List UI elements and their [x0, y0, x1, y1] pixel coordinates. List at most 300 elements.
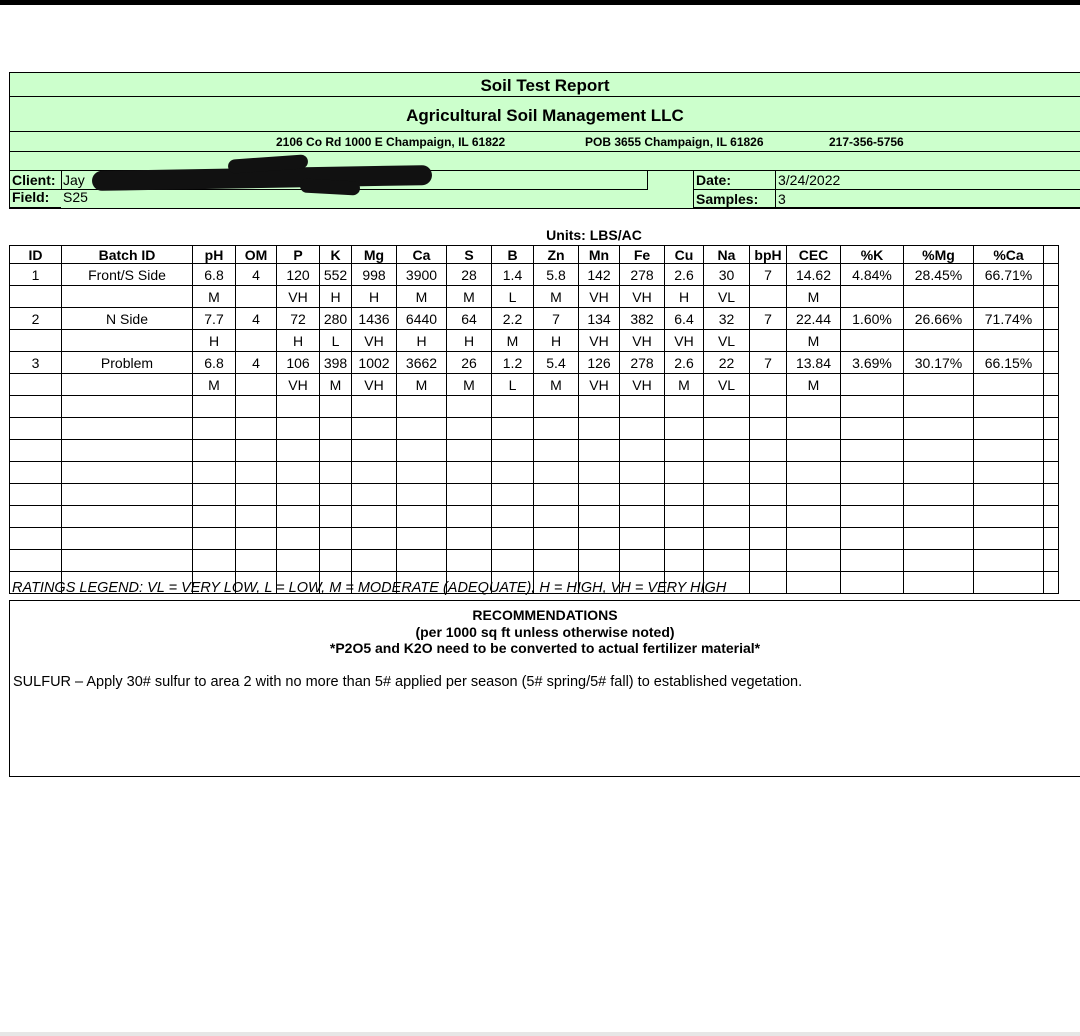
sulfur-recommendation: SULFUR – Apply 30# sulfur to area 2 with no more than 5# applied per season (5# spring/5# fall) to established vegetation.: [13, 674, 803, 690]
empty-cell: [447, 528, 492, 550]
empty-cell: [236, 418, 277, 440]
empty-cell: [841, 484, 904, 506]
empty-cell: [492, 440, 534, 462]
empty-cell: [10, 440, 62, 462]
table-cell: 278: [620, 264, 665, 286]
table-cell: 552: [320, 264, 352, 286]
table-cell: [974, 374, 1044, 396]
empty-cell: [62, 528, 193, 550]
table-cell: H: [397, 330, 447, 352]
empty-cell: [704, 528, 750, 550]
empty-cell: [974, 572, 1044, 594]
table-cell: 4: [236, 264, 277, 286]
empty-cell: [1044, 396, 1059, 418]
recommendations-note: *P2O5 and K2O need to be converted to actual fertilizer material*: [329, 640, 761, 656]
empty-cell: [447, 418, 492, 440]
table-cell: H: [352, 286, 397, 308]
recommendations-title: RECOMMENDATIONS: [472, 607, 618, 623]
empty-cell: [193, 528, 236, 550]
spacer-band: [9, 151, 1080, 171]
empty-cell: [904, 572, 974, 594]
table-cell: 280: [320, 308, 352, 330]
table-cell: H: [534, 330, 579, 352]
empty-cell: [62, 418, 193, 440]
empty-cell: [236, 484, 277, 506]
table-cell: 142: [579, 264, 620, 286]
table-cell: 1.4: [492, 264, 534, 286]
table-cell: VL: [704, 286, 750, 308]
table-cell: VH: [579, 286, 620, 308]
table-cell: 64: [447, 308, 492, 330]
column-header: Fe: [620, 246, 665, 264]
empty-cell: [704, 440, 750, 462]
empty-cell: [492, 484, 534, 506]
empty-cell: [277, 396, 320, 418]
empty-cell: [277, 462, 320, 484]
table-cell: 3.69%: [841, 352, 904, 374]
empty-cell: [974, 550, 1044, 572]
column-header: %Ca: [974, 246, 1044, 264]
empty-cell: [397, 484, 447, 506]
empty-cell: [447, 484, 492, 506]
table-cell: VH: [277, 286, 320, 308]
empty-cell: [320, 506, 352, 528]
empty-cell: [397, 506, 447, 528]
table-cell: 126: [579, 352, 620, 374]
table-cell: H: [193, 330, 236, 352]
date-label: Date:: [696, 172, 732, 188]
table-cell: VH: [579, 374, 620, 396]
empty-cell: [904, 440, 974, 462]
table-row: [10, 308, 1059, 330]
empty-cell: [787, 396, 841, 418]
empty-cell: [320, 462, 352, 484]
table-cell: 120: [277, 264, 320, 286]
empty-cell: [974, 528, 1044, 550]
empty-cell: [620, 418, 665, 440]
empty-cell: [704, 418, 750, 440]
table-cell: VH: [352, 330, 397, 352]
column-header: pH: [193, 246, 236, 264]
table-cell: [1044, 374, 1059, 396]
empty-cell: [1044, 528, 1059, 550]
table-cell: 3662: [397, 352, 447, 374]
table-cell: [236, 286, 277, 308]
report-title-band: [9, 72, 1080, 97]
empty-cell: [236, 440, 277, 462]
empty-cell: [904, 528, 974, 550]
table-cell: 2.6: [665, 352, 704, 374]
table-cell: 4: [236, 308, 277, 330]
empty-cell: [397, 550, 447, 572]
empty-cell: [750, 528, 787, 550]
empty-cell: [579, 506, 620, 528]
empty-cell: [10, 506, 62, 528]
empty-cell: [841, 550, 904, 572]
empty-cell: [352, 528, 397, 550]
phone-number: 217-356-5756: [829, 135, 904, 149]
empty-cell: [10, 528, 62, 550]
table-cell: M: [193, 374, 236, 396]
table-cell: 7: [750, 264, 787, 286]
empty-cell: [492, 396, 534, 418]
empty-cell: [904, 550, 974, 572]
table-cell: M: [787, 286, 841, 308]
empty-cell: [320, 418, 352, 440]
empty-cell: [534, 418, 579, 440]
empty-cell: [787, 528, 841, 550]
empty-cell: [62, 550, 193, 572]
empty-cell: [750, 418, 787, 440]
table-cell: 3: [10, 352, 62, 374]
empty-cell: [787, 484, 841, 506]
table-cell: 5.4: [534, 352, 579, 374]
table-cell: M: [397, 286, 447, 308]
table-cell: [10, 374, 62, 396]
empty-cell: [704, 396, 750, 418]
empty-cell: [352, 440, 397, 462]
empty-cell: [620, 528, 665, 550]
client-label: Client:: [12, 172, 56, 188]
empty-cell: [665, 550, 704, 572]
table-cell: 22: [704, 352, 750, 374]
table-cell: 66.71%: [974, 264, 1044, 286]
units-label: Units: LBS/AC: [546, 227, 642, 243]
empty-cell: [534, 506, 579, 528]
column-header: ID: [10, 246, 62, 264]
table-cell: [62, 330, 193, 352]
empty-cell: [665, 528, 704, 550]
company-name: Agricultural Soil Management LLC: [406, 106, 684, 125]
table-cell: 2.2: [492, 308, 534, 330]
empty-cell: [193, 462, 236, 484]
empty-cell: [974, 396, 1044, 418]
empty-cell: [236, 396, 277, 418]
table-cell: M: [193, 286, 236, 308]
table-cell: 382: [620, 308, 665, 330]
table-cell: [904, 286, 974, 308]
empty-cell: [193, 550, 236, 572]
table-cell: 2: [10, 308, 62, 330]
table-cell: VH: [352, 374, 397, 396]
empty-cell: [397, 418, 447, 440]
table-cell: 72: [277, 308, 320, 330]
column-header: B: [492, 246, 534, 264]
table-cell: M: [320, 374, 352, 396]
table-cell: H: [665, 286, 704, 308]
table-row: [10, 374, 1059, 396]
table-cell: 6.4: [665, 308, 704, 330]
empty-cell: [10, 462, 62, 484]
table-cell: [974, 330, 1044, 352]
table-cell: [750, 330, 787, 352]
table-cell: 1.60%: [841, 308, 904, 330]
table-cell: VL: [704, 374, 750, 396]
empty-cell: [277, 506, 320, 528]
empty-row: [10, 440, 1059, 462]
empty-cell: [236, 528, 277, 550]
empty-cell: [904, 484, 974, 506]
empty-cell: [620, 396, 665, 418]
empty-cell: [787, 440, 841, 462]
empty-cell: [447, 462, 492, 484]
empty-cell: [787, 550, 841, 572]
empty-cell: [750, 396, 787, 418]
empty-cell: [10, 396, 62, 418]
empty-row: [10, 506, 1059, 528]
empty-cell: [447, 550, 492, 572]
table-cell: VH: [665, 330, 704, 352]
empty-cell: [492, 550, 534, 572]
table-cell: Problem: [62, 352, 193, 374]
table-cell: M: [447, 286, 492, 308]
empty-cell: [665, 484, 704, 506]
empty-cell: [236, 506, 277, 528]
empty-cell: [447, 506, 492, 528]
empty-cell: [193, 506, 236, 528]
table-cell: M: [534, 374, 579, 396]
empty-cell: [534, 440, 579, 462]
empty-cell: [352, 550, 397, 572]
empty-row: [10, 418, 1059, 440]
table-cell: 398: [320, 352, 352, 374]
empty-cell: [236, 462, 277, 484]
table-cell: H: [447, 330, 492, 352]
empty-cell: [620, 484, 665, 506]
table-cell: 2.6: [665, 264, 704, 286]
empty-cell: [193, 418, 236, 440]
table-cell: 4.84%: [841, 264, 904, 286]
empty-cell: [62, 440, 193, 462]
column-header: Ca: [397, 246, 447, 264]
table-cell: [1044, 330, 1059, 352]
column-header: Zn: [534, 246, 579, 264]
empty-cell: [904, 506, 974, 528]
table-cell: 1436: [352, 308, 397, 330]
empty-cell: [62, 484, 193, 506]
column-header: Cu: [665, 246, 704, 264]
empty-cell: [841, 572, 904, 594]
column-header: OM: [236, 246, 277, 264]
empty-cell: [974, 462, 1044, 484]
table-cell: 26: [447, 352, 492, 374]
table-cell: VH: [579, 330, 620, 352]
empty-row: [10, 550, 1059, 572]
table-cell: [62, 286, 193, 308]
ratings-legend: RATINGS LEGEND: VL = VERY LOW, L = LOW, M = MODERATE (ADEQUATE), H = HIGH, VH = VERY HIGH: [12, 580, 727, 596]
table-cell: 14.62: [787, 264, 841, 286]
empty-cell: [320, 396, 352, 418]
empty-cell: [492, 462, 534, 484]
empty-cell: [10, 418, 62, 440]
address-pobox: POB 3655 Champaign, IL 61826: [585, 135, 764, 149]
empty-cell: [841, 462, 904, 484]
empty-cell: [974, 484, 1044, 506]
empty-cell: [665, 440, 704, 462]
empty-cell: [397, 440, 447, 462]
empty-cell: [62, 462, 193, 484]
table-cell: VH: [277, 374, 320, 396]
empty-cell: [277, 440, 320, 462]
empty-cell: [750, 550, 787, 572]
column-header: bpH: [750, 246, 787, 264]
table-cell: 71.74%: [974, 308, 1044, 330]
empty-cell: [193, 484, 236, 506]
column-header: P: [277, 246, 320, 264]
empty-cell: [1044, 484, 1059, 506]
company-band: [9, 96, 1080, 132]
table-cell: 7: [534, 308, 579, 330]
samples-label: Samples:: [696, 191, 759, 207]
empty-cell: [1044, 440, 1059, 462]
empty-row: [10, 528, 1059, 550]
empty-cell: [579, 550, 620, 572]
empty-cell: [492, 506, 534, 528]
table-cell: 134: [579, 308, 620, 330]
table-cell: H: [320, 286, 352, 308]
table-cell: Front/S Side: [62, 264, 193, 286]
empty-cell: [62, 396, 193, 418]
table-row: [10, 352, 1059, 374]
table-cell: [10, 286, 62, 308]
column-header: S: [447, 246, 492, 264]
table-cell: 1002: [352, 352, 397, 374]
empty-cell: [352, 506, 397, 528]
empty-cell: [787, 572, 841, 594]
empty-cell: [277, 484, 320, 506]
empty-cell: [665, 418, 704, 440]
empty-cell: [841, 440, 904, 462]
empty-cell: [841, 418, 904, 440]
empty-cell: [704, 550, 750, 572]
table-cell: 26.66%: [904, 308, 974, 330]
table-header-row: [10, 246, 1059, 264]
empty-cell: [579, 462, 620, 484]
empty-cell: [534, 484, 579, 506]
empty-cell: [397, 528, 447, 550]
empty-cell: [750, 506, 787, 528]
empty-cell: [1044, 506, 1059, 528]
empty-cell: [1044, 418, 1059, 440]
empty-cell: [620, 440, 665, 462]
table-cell: 30: [704, 264, 750, 286]
empty-cell: [841, 528, 904, 550]
empty-cell: [579, 440, 620, 462]
column-header: K: [320, 246, 352, 264]
empty-cell: [750, 484, 787, 506]
table-cell: M: [447, 374, 492, 396]
table-cell: H: [277, 330, 320, 352]
empty-cell: [352, 418, 397, 440]
table-cell: [1044, 308, 1059, 330]
empty-cell: [787, 506, 841, 528]
empty-cell: [534, 462, 579, 484]
table-cell: [841, 374, 904, 396]
table-cell: M: [787, 330, 841, 352]
table-cell: 6.8: [193, 264, 236, 286]
empty-row: [10, 396, 1059, 418]
address-street: 2106 Co Rd 1000 E Champaign, IL 61822: [276, 135, 506, 149]
empty-cell: [320, 528, 352, 550]
table-cell: 7: [750, 352, 787, 374]
table-cell: L: [320, 330, 352, 352]
empty-cell: [974, 440, 1044, 462]
table-cell: [10, 330, 62, 352]
empty-cell: [974, 506, 1044, 528]
empty-cell: [841, 396, 904, 418]
empty-cell: [193, 440, 236, 462]
table-cell: 106: [277, 352, 320, 374]
empty-cell: [352, 484, 397, 506]
empty-cell: [193, 396, 236, 418]
empty-cell: [620, 550, 665, 572]
empty-cell: [579, 418, 620, 440]
empty-cell: [841, 506, 904, 528]
table-cell: M: [787, 374, 841, 396]
empty-cell: [397, 396, 447, 418]
address-band: [9, 131, 1080, 152]
table-cell: 998: [352, 264, 397, 286]
empty-cell: [534, 396, 579, 418]
bottom-border: [0, 1032, 1080, 1036]
empty-cell: [62, 506, 193, 528]
empty-cell: [352, 462, 397, 484]
empty-cell: [10, 484, 62, 506]
table-cell: [904, 374, 974, 396]
empty-cell: [320, 440, 352, 462]
empty-cell: [665, 462, 704, 484]
column-header: CEC: [787, 246, 841, 264]
empty-cell: [579, 528, 620, 550]
table-cell: [1044, 352, 1059, 374]
empty-cell: [904, 396, 974, 418]
table-cell: 28.45%: [904, 264, 974, 286]
column-header: %K: [841, 246, 904, 264]
empty-cell: [704, 506, 750, 528]
table-cell: M: [397, 374, 447, 396]
empty-cell: [534, 550, 579, 572]
table-cell: M: [492, 330, 534, 352]
empty-cell: [750, 572, 787, 594]
table-cell: M: [534, 286, 579, 308]
table-cell: 4: [236, 352, 277, 374]
column-header: Mg: [352, 246, 397, 264]
table-cell: [750, 286, 787, 308]
empty-cell: [974, 418, 1044, 440]
empty-cell: [787, 462, 841, 484]
empty-cell: [750, 440, 787, 462]
table-cell: [841, 286, 904, 308]
column-header: Mn: [579, 246, 620, 264]
empty-cell: [492, 418, 534, 440]
empty-cell: [787, 418, 841, 440]
empty-cell: [447, 440, 492, 462]
table-cell: 7: [750, 308, 787, 330]
table-cell: 5.8: [534, 264, 579, 286]
empty-cell: [236, 550, 277, 572]
table-cell: [62, 374, 193, 396]
table-cell: N Side: [62, 308, 193, 330]
table-cell: VH: [620, 374, 665, 396]
empty-cell: [1044, 462, 1059, 484]
table-cell: 28: [447, 264, 492, 286]
empty-cell: [320, 550, 352, 572]
table-cell: L: [492, 374, 534, 396]
table-cell: 13.84: [787, 352, 841, 374]
empty-cell: [665, 506, 704, 528]
field-label: Field:: [12, 189, 50, 205]
empty-cell: [352, 396, 397, 418]
